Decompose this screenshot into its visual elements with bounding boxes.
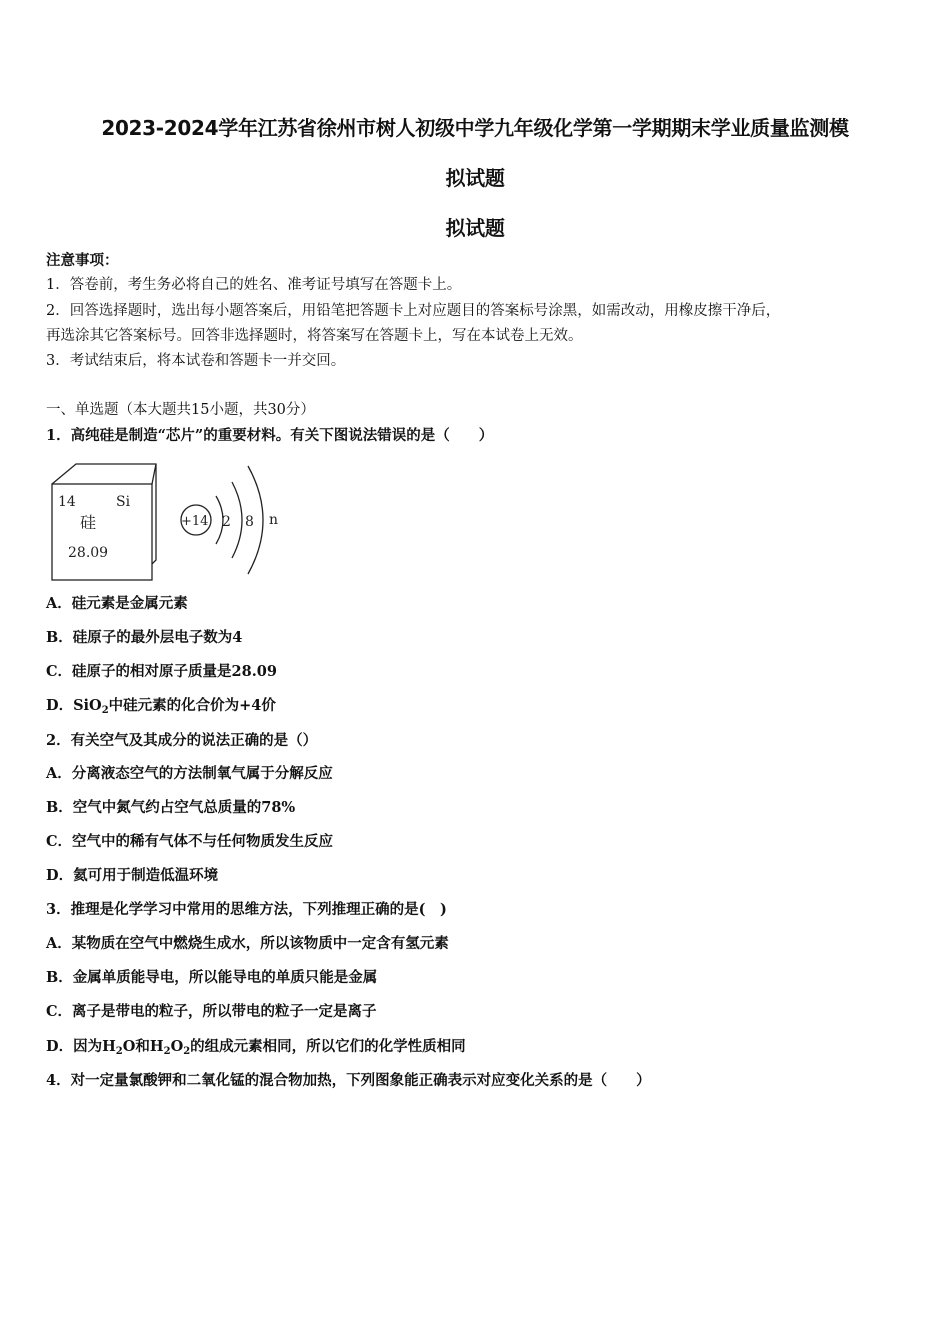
q3-d-sub2: 2 [163,1046,171,1057]
shell-1-count: 2 [222,514,231,530]
notes-item-2b: 再选涂其它答案标号。回答非选择题时，将答案写在答题卡上，写在本试卷上无效。 [46,328,583,344]
notes-item-2a: 2．回答选择题时，选出每小题答案后，用铅笔把答题卡上对应题目的答案标号涂黑，如需改动，用橡皮擦干净后， [46,303,781,319]
q1-option-d [46,695,904,717]
element-mass: 28.09 [68,545,109,561]
q3-d-part3: O [170,1038,184,1055]
q3-d-sub3: 2 [183,1046,191,1057]
q3-option-c: C．离子是带电的粒子，所以带电的粒子一定是离子 [46,1003,377,1020]
q3-option-b: B．金属单质能导电，所以能导电的单质只能是金属 [46,969,378,986]
element-name: 硅 [80,513,97,532]
q1-d-suffix: 中硅元素的化合价为+4价 [108,697,276,714]
q3-d-part1: D．因为H [46,1038,116,1055]
q1-stem: 1．高纯硅是制造“芯片”的重要材料。有关下图说法错误的是（ ） [46,427,494,444]
q2-option-c: C．空气中的稀有气体不与任何物质发生反应 [46,833,334,850]
shell-2-count: 8 [245,514,254,530]
document-title-line3: 拟试题 [445,216,505,240]
q1-option-c: C．硅原子的相对原子质量是28.09 [46,663,277,680]
q3-d-part2: O和H [122,1038,164,1055]
q3-option-a: A．某物质在空气中燃烧生成水，所以该物质中一定含有氢元素 [46,935,449,952]
silicon-diagram [46,460,296,585]
silicon-figure [46,460,296,585]
q3-d-part4: 的组成元素相同，所以它们的化学性质相同 [190,1038,466,1055]
q2-stem: 2．有关空气及其成分的说法正确的是（） [46,732,318,749]
element-symbol: Si [116,494,131,510]
notes-heading: 注意事项： [46,252,119,269]
q3-d-sub1: 2 [115,1046,123,1057]
q1-option-b: B．硅原子的最外层电子数为4 [46,629,243,646]
document-title-line1: 2023-2024学年江苏省徐州市树人初级中学九年级化学第一学期期末学业质量监测模 [101,116,849,140]
element-number: 14 [58,494,76,510]
q3-option-d [46,1036,904,1058]
q2-option-b: B．空气中氮气约占空气总质量的78% [46,799,296,816]
q2-option-a: A．分离液态空气的方法制氧气属于分解反应 [46,765,333,782]
nucleus-charge: +14 [181,514,209,529]
q1-option-a: A．硅元素是金属元素 [46,595,188,612]
q2-option-d: D．氦可用于制造低温环境 [46,867,219,884]
document-title-line2: 拟试题 [445,166,505,190]
electron-shell-2 [232,482,242,558]
shell-3-count: n [269,512,279,528]
notes-item-3: 3．考试结束后，将本试卷和答题卡一并交回。 [46,353,346,369]
section-heading: 一、单选题（本大题共15小题，共30分） [46,402,315,418]
q1-d-subscript: 2 [101,705,109,716]
q3-stem: 3．推理是化学学习中常用的思维方法，下列推理正确的是( ) [46,901,447,918]
q1-d-prefix: D．SiO [46,697,102,714]
q4-stem: 4．对一定量氯酸钾和二氧化锰的混合物加热，下列图象能正确表示对应变化关系的是（ ） [46,1072,651,1089]
notes-item-1: 1．答卷前，考生务必将自己的姓名、准考证号填写在答题卡上。 [46,277,462,293]
